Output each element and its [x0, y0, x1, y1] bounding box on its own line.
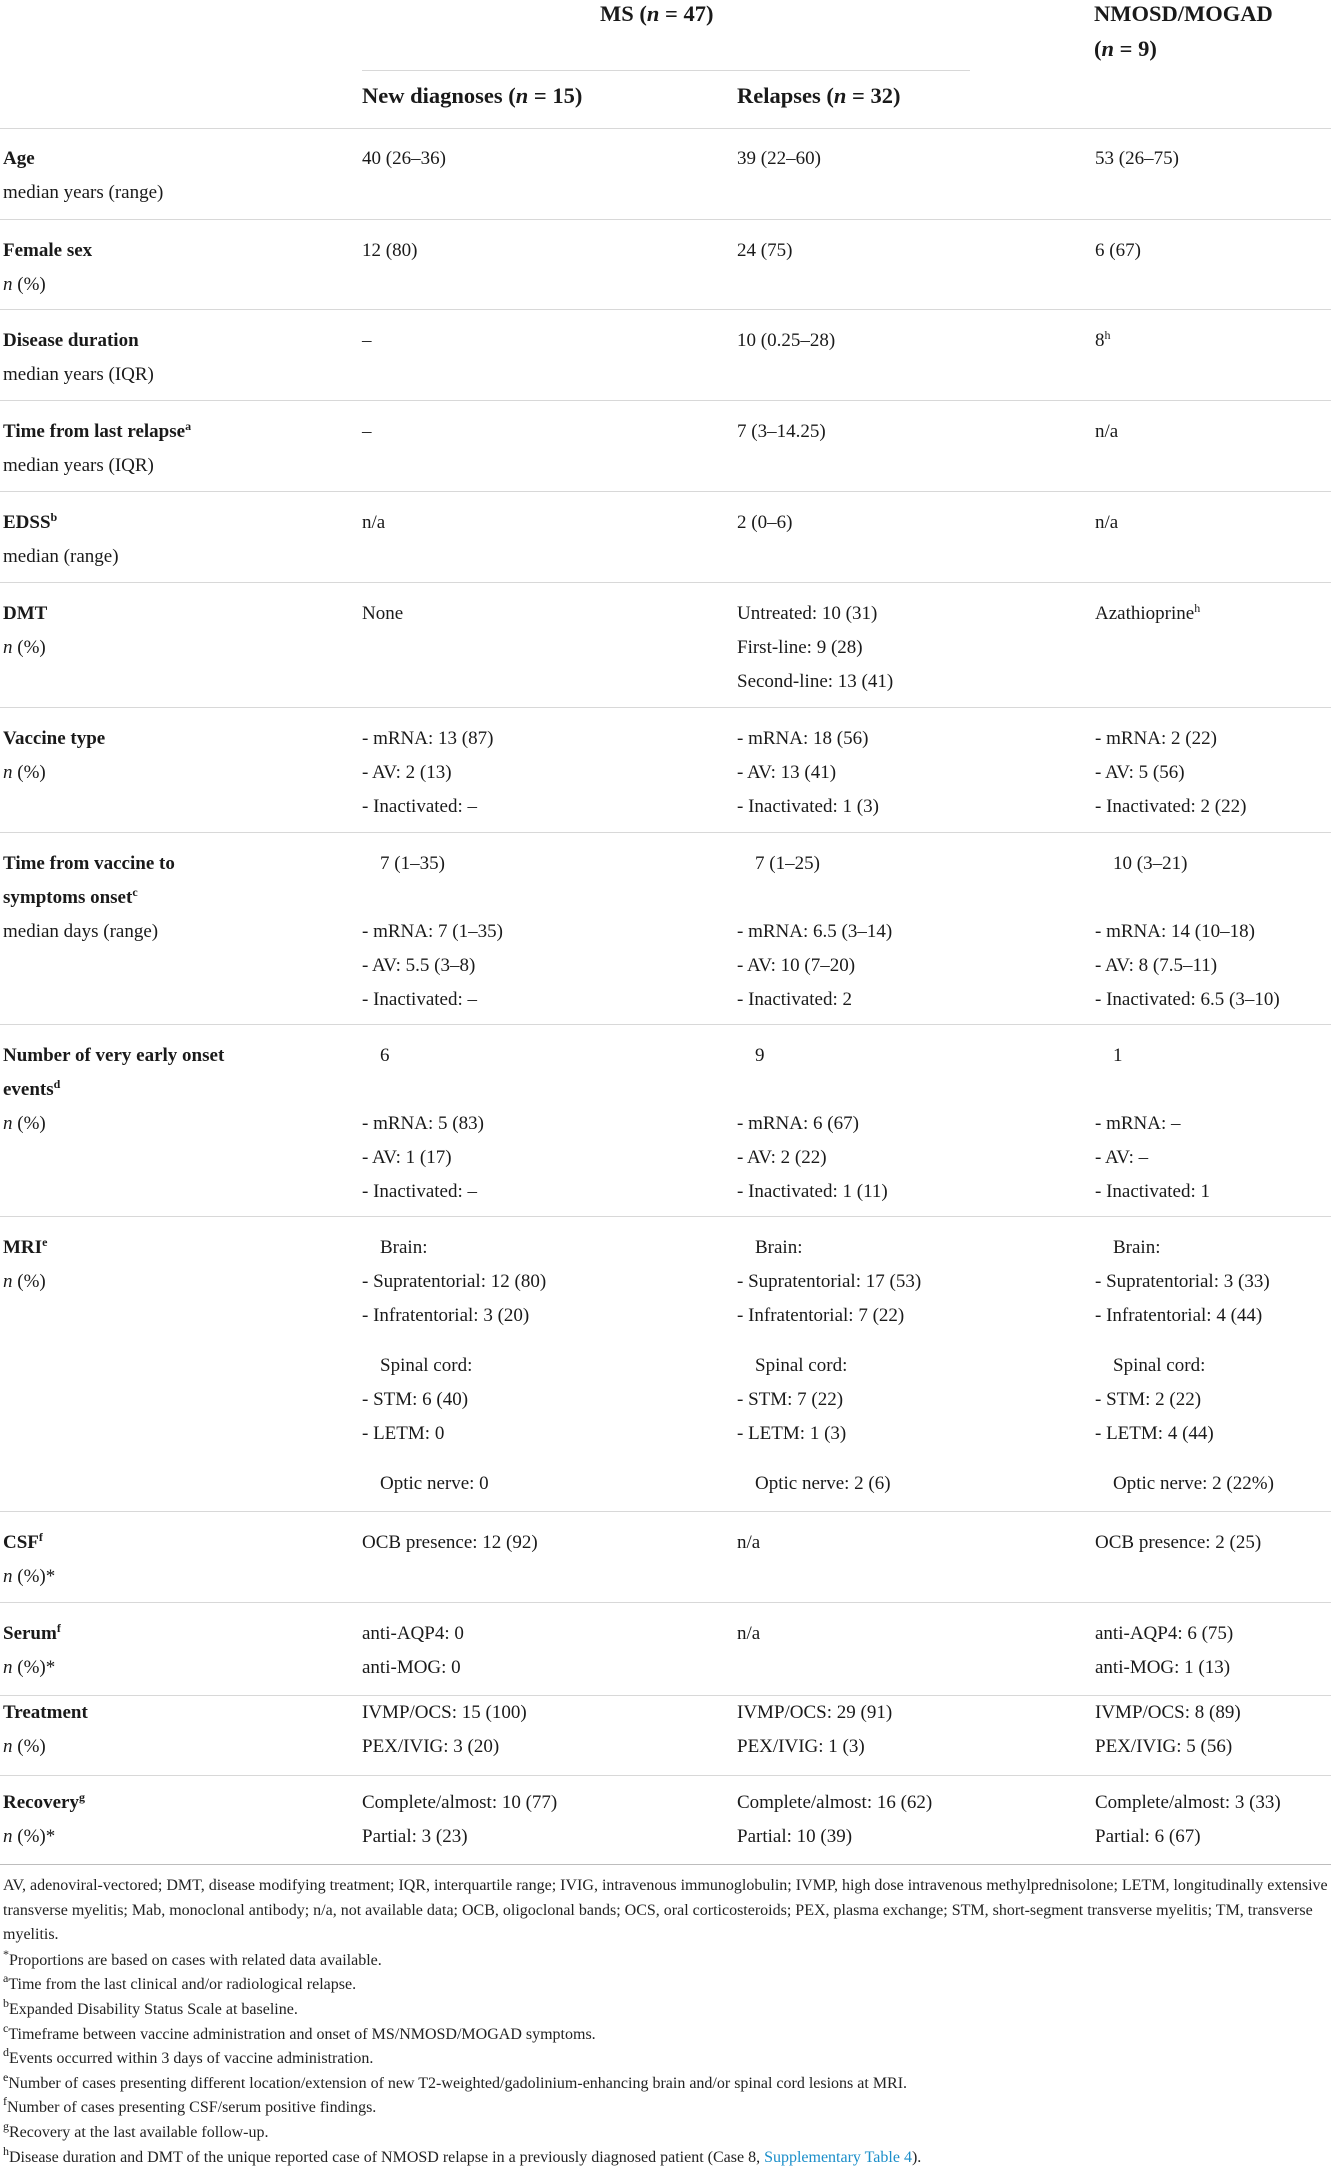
footnote-g: $^g$Recovery at the last available follow-up. — [3, 2118, 269, 2141]
cell-new-diagnoses: Brain: - Supratentorial: 12 (80) - Infratentorial: 3 (20) Spinal cord: - STM: 6 (40) - LETM: 0 Optic nerve: 0 — [362, 1237, 547, 1494]
cell-relapses: 7 (3–14.25) — [737, 421, 826, 442]
table-row-mri — [0, 1216, 1331, 1494]
table-footnotes — [3, 1874, 1328, 2170]
cell-nmosd: n/a — [1095, 512, 1119, 533]
row-sublabel: n (%)* — [3, 1657, 56, 1678]
cell-nmosd: - mRNA: 2 (22) - AV: 5 (56) - Inactivated: 2 (22) — [1095, 728, 1247, 817]
row-sublabel: n (%) — [3, 1736, 46, 1757]
footnote-h: $^h$Disease duration and DMT of the unique reported case of NMOSD relapse in a previously diagnosed patient (Case 8, Supplementary Table 4). — [3, 2143, 922, 2166]
row-label: CSF$^f$ — [3, 1530, 43, 1553]
cell-new-diagnoses: 7 (1–35) - mRNA: 7 (1–35) - AV: 5.5 (3–8) - Inactivated: – — [362, 853, 503, 1010]
row-label-cell — [3, 597, 343, 665]
table-row-treatment — [0, 1695, 1331, 1757]
row-label: Treatment — [3, 1702, 88, 1723]
cell-nmosd: IVMP/OCS: 8 (89) PEX/IVIG: 5 (56) — [1095, 1702, 1241, 1757]
row-label: DMT — [3, 603, 48, 624]
row-sublabel: n (%) — [3, 1113, 46, 1134]
header-bottom-rule — [0, 128, 1331, 129]
row-sublabel: median years (IQR) — [3, 364, 154, 385]
row-label-cell — [3, 722, 343, 790]
table-row-time-vaccine-to-onset — [0, 832, 1331, 1010]
nmosd-group-header: NMOSD/MOGAD (n = 9) — [1094, 1, 1273, 61]
row-label: Serum$^f$ — [3, 1621, 61, 1644]
row-label-cell — [3, 234, 343, 302]
cell-relapses: 10 (0.25–28) — [737, 330, 836, 351]
cell-relapses: 39 (22–60) — [737, 148, 821, 169]
row-label: Time from last relapse$^a$ — [3, 419, 192, 442]
cell-nmosd: Azathioprine$^h$ — [1095, 601, 1201, 624]
row-label-cell — [3, 1231, 343, 1299]
table-row-female-sex — [0, 219, 1331, 295]
cell-relapses: Brain: - Supratentorial: 17 (53) - Infratentorial: 7 (22) Spinal cord: - STM: 7 (22) - LETM: 1 (3) Optic nerve: 2 (6) — [737, 1237, 922, 1494]
row-label: Age — [3, 148, 35, 169]
cell-nmosd: Complete/almost: 3 (33) Partial: 6 (67) — [1095, 1792, 1281, 1847]
row-label: Vaccine type — [3, 728, 106, 749]
row-sublabel: n (%) — [3, 1271, 46, 1292]
abbreviations-note: AV, adenoviral-vectored; DMT, disease modifying treatment; IQR, interquartile range; IVIG, intravenous immunoglobulin; IVMP, high dose intravenous methylprednisolone; LETM, longitudinally extensive transverse myelitis; Mab, monoclonal antibody; n/a, not available data; OCB, oligoclonal bands; OCS, oral corticosteroids; PEX, plasma exchange; STM, short-segment transverse myelitis; TM, transverse myelitis. — [3, 1877, 1328, 1944]
table-row-time-from-last-relapse — [0, 400, 1331, 476]
cell-new-diagnoses: IVMP/OCS: 15 (100) PEX/IVIG: 3 (20) — [362, 1702, 527, 1757]
row-label-cell — [3, 1696, 343, 1764]
cell-relapses: - mRNA: 18 (56) - AV: 13 (41) - Inactivated: 1 (3) — [737, 728, 879, 817]
cell-relapses: 7 (1–25) - mRNA: 6.5 (3–14) - AV: 10 (7–20) - Inactivated: 2 — [737, 853, 893, 1010]
table-row-vaccine-type — [0, 707, 1331, 817]
cell-new-diagnoses: Complete/almost: 10 (77) Partial: 3 (23) — [362, 1792, 558, 1847]
cell-nmosd: 53 (26–75) — [1095, 148, 1179, 169]
cell-nmosd: 6 (67) — [1095, 240, 1141, 261]
nmosd-header-line1: NMOSD/MOGAD — [1094, 1, 1273, 26]
row-label-cell — [3, 1617, 343, 1685]
row-label-cell — [3, 415, 343, 483]
table-bottom-rule — [0, 1864, 1331, 1865]
table-row-disease-duration — [0, 309, 1331, 385]
cell-relapses: n/a — [737, 1623, 761, 1644]
cell-relapses: 2 (0–6) — [737, 512, 793, 533]
row-label-line2: symptoms onset$^c$ — [3, 885, 138, 908]
row-sublabel: n (%)* — [3, 1566, 56, 1587]
cell-new-diagnoses: OCB presence: 12 (92) — [362, 1532, 538, 1553]
cell-new-diagnoses: 40 (26–36) — [362, 148, 446, 169]
cell-new-diagnoses: None — [362, 603, 404, 624]
footnote-f: $^f$Number of cases presenting CSF/serum positive findings. — [3, 2094, 377, 2117]
footnote-b: $^b$Expanded Disability Status Scale at baseline. — [3, 1995, 298, 2018]
table-row-edss — [0, 491, 1331, 567]
footnote-a: $^a$Time from the last clinical and/or radiological relapse. — [3, 1971, 357, 1994]
cell-nmosd: OCB presence: 2 (25) — [1095, 1532, 1262, 1553]
row-label-cell — [3, 847, 343, 949]
row-label: Female sex — [3, 240, 93, 261]
cell-new-diagnoses: 12 (80) — [362, 240, 418, 261]
cell-new-diagnoses: 6 - mRNA: 5 (83) - AV: 1 (17) - Inactivated: – — [362, 1045, 484, 1202]
row-label-line2: events$^d$ — [3, 1077, 61, 1100]
cell-new-diagnoses: - mRNA: 13 (87) - AV: 2 (13) - Inactivated: – — [362, 728, 494, 817]
cell-relapses: IVMP/OCS: 29 (91) PEX/IVIG: 1 (3) — [737, 1702, 893, 1757]
ms-group-header: MS (n = 47) — [600, 1, 714, 26]
row-sublabel: n (%) — [3, 637, 46, 658]
table-row-dmt — [0, 582, 1331, 692]
cell-new-diagnoses: – — [362, 421, 372, 442]
row-label-cell — [3, 1526, 343, 1594]
row-sublabel: median (range) — [3, 546, 119, 567]
new-diagnoses-header: New diagnoses (n = 15) — [362, 83, 583, 108]
relapses-header: Relapses (n = 32) — [737, 83, 901, 108]
cell-relapses: 9 - mRNA: 6 (67) - AV: 2 (22) - Inactivated: 1 (11) — [737, 1045, 888, 1202]
row-label: MRI$^e$ — [3, 1235, 48, 1258]
table-row-recovery — [0, 1775, 1331, 1847]
row-label: Number of very early onset — [3, 1045, 225, 1066]
cell-relapses: 24 (75) — [737, 240, 793, 261]
row-label-cell — [3, 1039, 343, 1141]
cell-new-diagnoses: anti-AQP4: 0 anti-MOG: 0 — [362, 1623, 464, 1678]
row-label: EDSS$^b$ — [3, 510, 58, 533]
table-row-csf — [0, 1511, 1331, 1587]
row-label: Disease duration — [3, 330, 139, 351]
footnote-e: $^e$Number of cases presenting different location/extension of new T2-weighted/gadolinium-enhancing brain and/or spinal cord lesions at MRI. — [3, 2069, 908, 2092]
footnote-d: $^d$Events occurred within 3 days of vaccine administration. — [3, 2045, 374, 2068]
row-sublabel: n (%) — [3, 762, 46, 783]
row-label-cell — [3, 142, 343, 210]
cell-nmosd: 10 (3–21) - mRNA: 14 (10–18) - AV: 8 (7.5–11) - Inactivated: 6.5 (3–10) — [1095, 853, 1280, 1010]
cell-nmosd: 8$^h$ — [1095, 328, 1111, 351]
cell-relapses: Complete/almost: 16 (62) Partial: 10 (39) — [737, 1792, 933, 1847]
cell-new-diagnoses: – — [362, 330, 372, 351]
cell-nmosd: 1 - mRNA: – - AV: – - Inactivated: 1 — [1095, 1045, 1211, 1202]
table-row-very-early-onset — [0, 1024, 1331, 1202]
row-sublabel: n (%) — [3, 274, 46, 295]
cell-nmosd: n/a — [1095, 421, 1119, 442]
row-sublabel: median years (range) — [3, 182, 164, 203]
ms-group-underline — [362, 70, 970, 71]
row-label-cell — [3, 1786, 343, 1854]
row-label-cell — [3, 506, 343, 574]
row-label: Time from vaccine to — [3, 853, 175, 874]
cell-relapses: n/a — [737, 1532, 761, 1553]
cell-new-diagnoses: n/a — [362, 512, 386, 533]
row-sublabel: median years (IQR) — [3, 455, 154, 476]
row-label: Recovery$^g$ — [3, 1790, 85, 1813]
table-row-serum — [0, 1602, 1331, 1678]
supplementary-table-link[interactable]: Supplementary Table 4 — [764, 2148, 912, 2166]
cell-nmosd: anti-AQP4: 6 (75) anti-MOG: 1 (13) — [1095, 1623, 1234, 1678]
cell-nmosd: Brain: - Supratentorial: 3 (33) - Infratentorial: 4 (44) Spinal cord: - STM: 2 (22) - LETM: 4 (44) Optic nerve: 2 (22%) — [1095, 1237, 1274, 1494]
cell-relapses: Untreated: 10 (31) First-line: 9 (28) Second-line: 13 (41) — [737, 603, 894, 692]
row-label-cell — [3, 324, 343, 392]
footnote-star: *Proportions are based on cases with related data available. — [3, 1946, 382, 1969]
footnote-c: $^c$Timeframe between vaccine administration and onset of MS/NMOSD/MOGAD symptoms. — [3, 2020, 596, 2043]
row-sublabel: median days (range) — [3, 921, 159, 942]
row-sublabel: n (%)* — [3, 1826, 56, 1847]
